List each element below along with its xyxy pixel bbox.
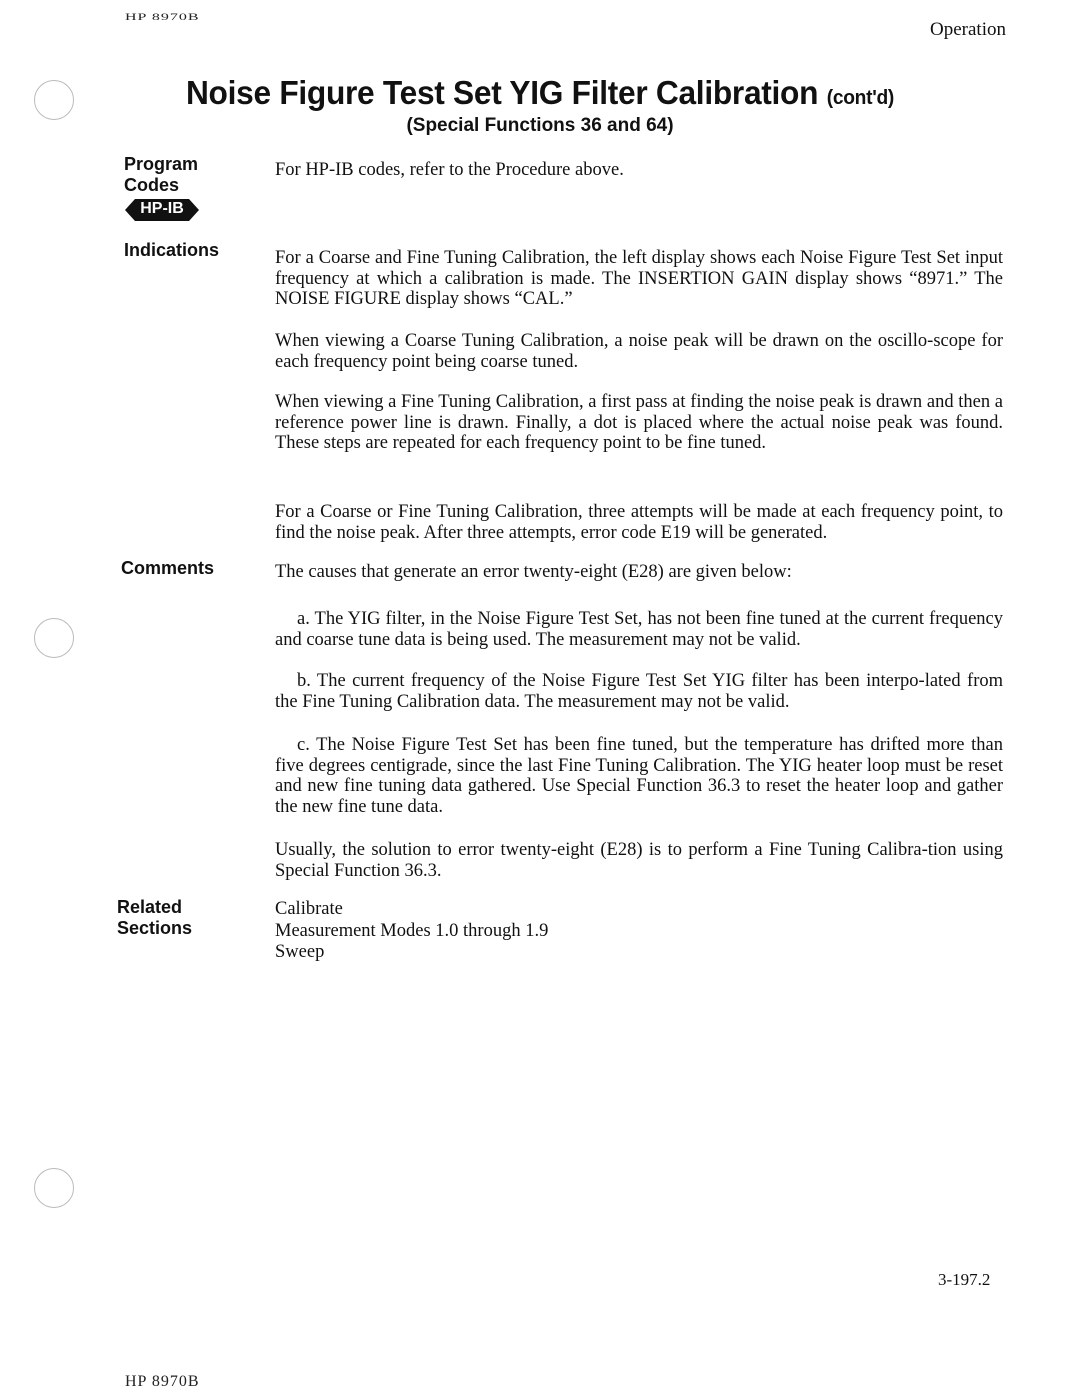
footer-model-fragment: HP 8970B: [125, 1373, 200, 1390]
header-section-name: Operation: [930, 19, 1006, 40]
comments-intro: The causes that generate an error twenty-eight (E28) are given below:: [275, 562, 792, 582]
related-sections-list: [275, 899, 1003, 964]
page-title: [22, 74, 1059, 112]
hole-punch-middle: [34, 618, 74, 658]
program-codes-label: [124, 154, 198, 196]
page-number: 3-197.2: [938, 1270, 991, 1289]
page-title-contd: (cont'd): [826, 87, 895, 109]
comments-label: Comments: [121, 558, 215, 578]
page-subtitle: (Special Functions 36 and 64): [406, 115, 674, 136]
indications-label: Indications: [124, 240, 220, 260]
indications-paragraph-2: When viewing a Coarse Tuning Calibration, a noise peak will be drawn on the oscillo-scope for each frequency point being coarse tuned.: [275, 331, 1003, 372]
related-sections-label-line2: Sections: [117, 918, 193, 938]
hp-ib-badge-label: HP-IB: [140, 200, 184, 217]
related-section-item: Measurement Modes 1.0 through 1.9: [275, 920, 549, 941]
indications-paragraph-4: For a Coarse or Fine Tuning Calibration, three attempts will be made at each frequency point, to find the noise peak. After three attempts, error code E19 will be generated.: [275, 502, 1003, 543]
comments-item-c: c. The Noise Figure Test Set has been fine tuned, but the temperature has drifted more than five degrees centigrade, since the last Fine Tuning Calibration. The YIG heater loop must be reset and new fine tuning data gathered. Use Special Function 36.3 to reset the heater loop and gather the new fine tune data.: [275, 735, 1003, 817]
related-sections-label-line1: Related: [117, 897, 183, 917]
hp-ib-badge: [125, 198, 199, 222]
comments-conclusion: Usually, the solution to error twenty-eight (E28) is to perform a Fine Tuning Calibra-tion using Special Function 36.3.: [275, 840, 1003, 881]
indications-paragraph-1: For a Coarse and Fine Tuning Calibration, the left display shows each Noise Figure Test Set input frequency at which a calibration is made. The INSERTION GAIN display shows “8971.” The NOISE FIGURE display shows “CAL.”: [275, 248, 1003, 309]
page-title-main: Noise Figure Test Set YIG Filter Calibration: [185, 74, 819, 111]
program-codes-label-line2: Codes: [124, 175, 180, 195]
related-sections-label: [117, 897, 192, 939]
indications-paragraph-3: When viewing a Fine Tuning Calibration, a first pass at finding the noise peak is drawn and then a reference power line is drawn. Finally, a dot is placed where the actual noise peak was found. These steps are repeated for each frequency point to be fine tuned.: [275, 392, 1003, 453]
related-section-item: Calibrate: [275, 899, 343, 919]
program-codes-label-line1: Program: [124, 154, 199, 174]
header-model-fragment: HP 8970B: [125, 12, 200, 23]
comments-item-a: a. The YIG filter, in the Noise Figure Test Set, has not been fine tuned at the current frequency and coarse tune data is being used. The measurement may not be valid.: [275, 609, 1003, 650]
related-section-item: Sweep: [275, 942, 325, 962]
hole-punch-bottom: [34, 1168, 74, 1208]
comments-item-b: b. The current frequency of the Noise Figure Test Set YIG filter has been interpo-lated from the Fine Tuning Calibration data. The measurement may not be valid.: [275, 671, 1003, 712]
program-codes-text: For HP-IB codes, refer to the Procedure above.: [275, 160, 624, 180]
